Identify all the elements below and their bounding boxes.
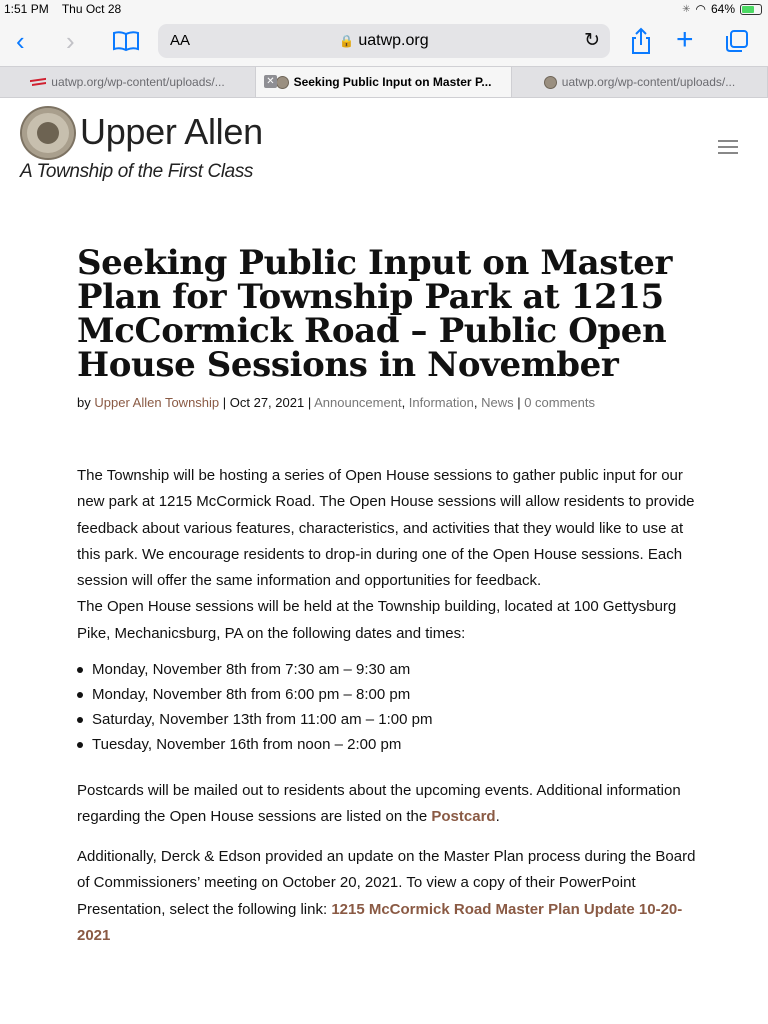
postcards-end: .	[495, 808, 500, 826]
tab-uploads-1[interactable]	[0, 67, 256, 97]
list-item: Tuesday, November 16th from noon – 2:00 pm	[77, 732, 699, 757]
tab-title: uatwp.org/wp-content/uploads/...	[561, 75, 736, 89]
battery-icon	[740, 4, 762, 15]
intro-paragraph	[77, 463, 699, 647]
post-meta	[77, 395, 595, 410]
meta-separator: |	[304, 395, 315, 410]
postcard-link[interactable]: Postcard	[431, 808, 496, 826]
tab-title: uatwp.org/wp-content/uploads/...	[51, 75, 225, 89]
site-name[interactable]: Upper Allen	[80, 111, 263, 152]
url-display[interactable]	[158, 32, 610, 50]
postcards-paragraph	[77, 778, 699, 831]
reload-icon[interactable]: ↻	[584, 30, 600, 51]
article-title: Seeking Public Input on Master Plan for Township Park at 1215 McCormick Road – Public Open House Sessions in November	[77, 243, 673, 385]
url-text: uatwp.org	[358, 32, 429, 49]
back-icon[interactable]: ‹	[16, 26, 25, 56]
bookmarks-icon[interactable]	[112, 30, 140, 57]
tab-title: Seeking Public Input on Master P...	[293, 75, 492, 89]
author-link[interactable]: Upper Allen Township	[94, 395, 220, 410]
status-bar	[0, 0, 768, 20]
lock-icon: 🔒	[339, 34, 355, 48]
wifi-icon: ◠	[695, 2, 706, 16]
intro-text: The Township will be hosting a series of Open House sessions to gather public input for our new park at 1215 McCormick Road. The Open House sessions will allow residents to provide feedback about various features, characteristics, and activities that they would like to use at this park. We encourage residents to drop-in during one of the Open House sessions. Each session will offer the same information and opportunities for feedback.	[77, 467, 695, 590]
meta-by: by	[77, 395, 91, 410]
share-icon[interactable]	[630, 27, 652, 60]
meta-separator: |	[513, 395, 525, 410]
tab-active[interactable]	[256, 67, 512, 97]
comments-link[interactable]: 0 comments	[524, 395, 596, 410]
battery-fill	[742, 6, 754, 13]
township-seal-logo[interactable]	[20, 106, 76, 160]
status-date: Thu Oct 28	[61, 2, 122, 16]
township-favicon-icon	[544, 76, 557, 89]
category-link-announcement[interactable]: Announcement	[314, 395, 402, 410]
close-tab-icon[interactable]: ✕	[264, 75, 277, 88]
battery-percent: 64%	[710, 2, 735, 16]
list-item: Monday, November 8th from 6:00 pm – 8:00 pm	[77, 682, 699, 707]
list-item: Saturday, November 13th from 11:00 am – 1:00 pm	[77, 707, 699, 732]
session-list	[77, 657, 699, 757]
post-date: Oct 27, 2021	[229, 395, 305, 410]
category-separator: ,	[401, 395, 409, 410]
tab-uploads-2[interactable]	[512, 67, 768, 97]
master-plan-update-link[interactable]: 1215 McCormick Road Master Plan Update 10-20-2021	[77, 900, 683, 944]
update-paragraph	[77, 844, 699, 949]
category-link-news[interactable]: News	[481, 395, 514, 410]
loading-spinner-icon: ✳	[682, 3, 691, 15]
hamburger-menu-icon[interactable]	[718, 140, 738, 154]
status-left	[4, 2, 131, 16]
township-favicon-icon	[276, 76, 289, 89]
flag-favicon-icon	[30, 79, 46, 85]
site-tagline: A Township of the First Class	[20, 161, 254, 182]
browser-toolbar	[0, 20, 768, 66]
tabs-overview-icon[interactable]	[725, 29, 749, 58]
forward-icon[interactable]: ›	[66, 26, 75, 56]
location-text: The Open House sessions will be held at the Township building, located at 100 Gettysburg Pike, Mechanicsburg, PA on the following dates and times:	[77, 598, 677, 642]
list-item: Monday, November 8th from 7:30 am – 9:30 am	[77, 657, 699, 682]
category-link-information[interactable]: Information	[408, 395, 474, 410]
update-text: Additionally, Derck & Edson provided an update on the Master Plan process during the Board of Commissioners’ meeting on October 20, 2021. To view a copy of their PowerPoint Presentation, select the following link:	[77, 848, 696, 918]
new-tab-icon[interactable]: +	[676, 23, 694, 56]
text-size-button[interactable]: AA	[170, 32, 191, 49]
status-time: 1:51 PM	[4, 2, 49, 16]
postcards-text: Postcards will be mailed out to residents about the upcoming events. Additional information regarding the Open House sessions are listed on the	[77, 782, 681, 826]
meta-separator: |	[219, 395, 230, 410]
address-bar[interactable]	[158, 24, 610, 58]
tab-bar	[0, 66, 768, 98]
status-right	[682, 2, 762, 16]
category-separator: ,	[473, 395, 482, 410]
